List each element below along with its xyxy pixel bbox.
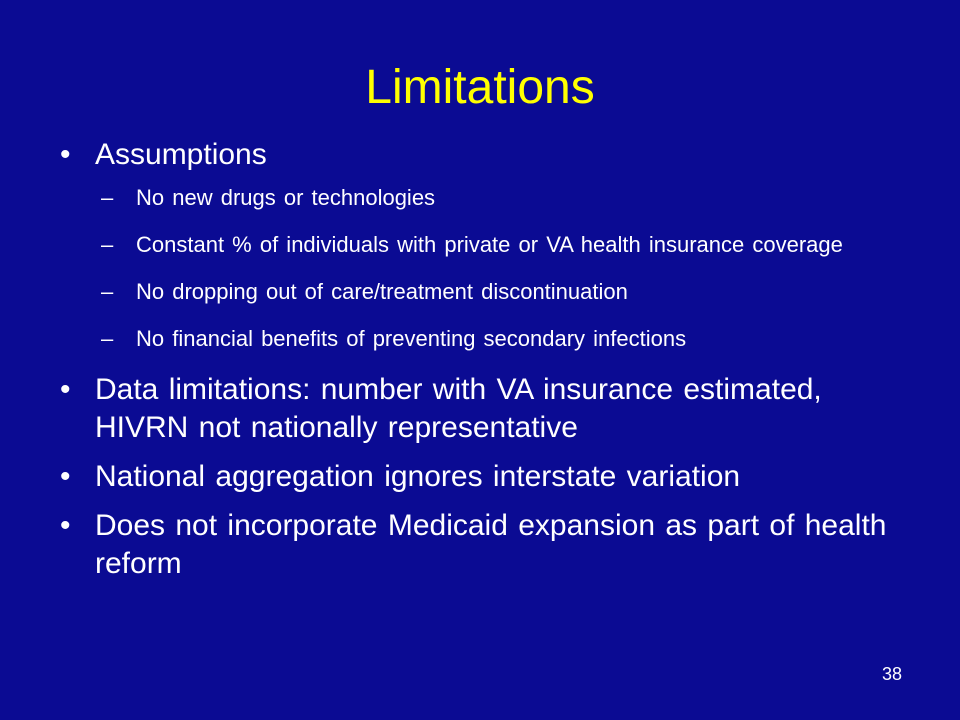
bullet-text: National aggregation ignores interstate variation bbox=[95, 460, 741, 493]
sub-bullet-list bbox=[95, 183, 920, 354]
bullet-item bbox=[60, 458, 920, 496]
dash-icon: – bbox=[101, 185, 114, 210]
sub-bullet-item bbox=[95, 183, 920, 213]
sub-bullet-text: No dropping out of care/treatment discontinuation bbox=[136, 279, 628, 304]
bullet-item bbox=[60, 507, 920, 583]
sub-bullet-item bbox=[95, 324, 920, 354]
bullet-icon: • bbox=[60, 509, 71, 542]
dash-icon: – bbox=[101, 279, 114, 304]
bullet-list bbox=[60, 136, 920, 594]
sub-bullet-text: No new drugs or technologies bbox=[136, 185, 436, 210]
bullet-item bbox=[60, 371, 920, 447]
sub-bullet-text: Constant % of individuals with private or VA health insurance coverage bbox=[136, 232, 843, 257]
dash-icon: – bbox=[101, 232, 114, 257]
bullet-item bbox=[60, 136, 920, 354]
bullet-icon: • bbox=[60, 460, 71, 493]
slide-title: Limitations bbox=[365, 61, 595, 114]
bullet-text: Data limitations: number with VA insurance estimated, HIVRN not nationally representative bbox=[95, 373, 822, 444]
bullet-icon: • bbox=[60, 138, 71, 171]
sub-bullet-item bbox=[95, 277, 920, 307]
bullet-text: Assumptions bbox=[95, 138, 267, 171]
page-number: 38 bbox=[881, 664, 902, 684]
sub-bullet-text: No financial benefits of preventing secondary infections bbox=[136, 326, 687, 351]
dash-icon: – bbox=[101, 326, 114, 351]
bullet-icon: • bbox=[60, 373, 71, 406]
sub-bullet-item bbox=[95, 230, 920, 260]
bullet-text: Does not incorporate Medicaid expansion as part of health reform bbox=[95, 509, 887, 580]
